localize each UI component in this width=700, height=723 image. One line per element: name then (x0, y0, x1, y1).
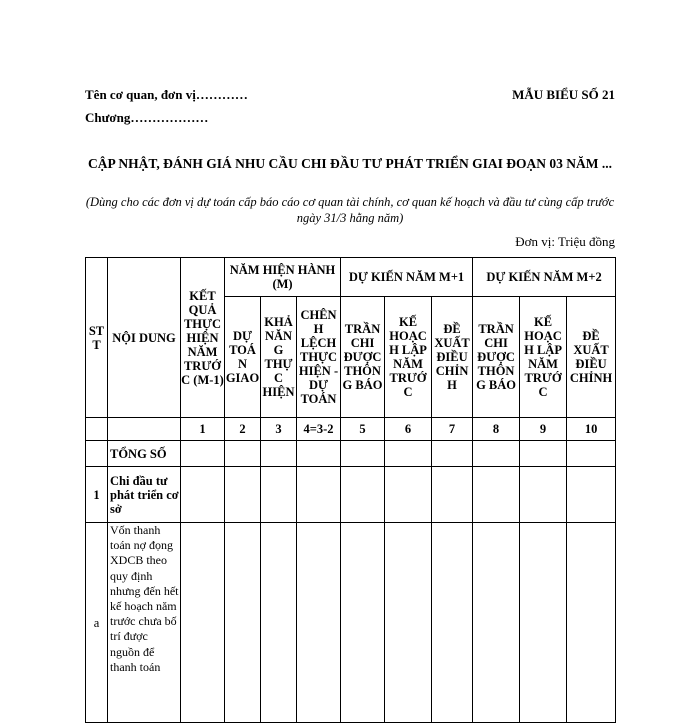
unit-label: Đơn vị: Triệu đồng (515, 234, 615, 249)
th-ke-hoach-2: KẾ HOẠCH LẬP NĂM TRƯỚC (520, 297, 567, 418)
table-row (86, 467, 616, 523)
header-row-1 (86, 258, 616, 297)
th-de-xuat-1: ĐỀ XUẤT ĐIỀU CHỈNH (432, 297, 473, 418)
row-stt: a (86, 523, 108, 723)
document-subtitle: (Dùng cho các đơn vị dự toán cấp báo cáo cơ quan tài chính, cơ quan kế hoạch và đầu tư cùng cấp trước ngày 31/3 hằng năm) (85, 195, 615, 225)
th-stt: STT (86, 258, 108, 418)
th-chenh-lech: CHÊNH LỆCH THỰC HIỆN - DỰ TOÁN (297, 297, 341, 418)
col-num: 7 (432, 418, 473, 441)
th-nam-hien-hanh: NĂM HIỆN HÀNH (M) (225, 258, 341, 297)
table-row (86, 441, 616, 467)
col-num: 8 (473, 418, 520, 441)
col-num: 4=3-2 (297, 418, 341, 441)
org-label: Tên cơ quan, đơn vị………… (85, 87, 248, 102)
row-content: TỔNG SỐ (108, 441, 181, 467)
form-number: MẪU BIỂU SỐ 21 (512, 87, 615, 102)
th-kha-nang: KHẢ NĂNG THỰC HIỆN (261, 297, 297, 418)
column-number-row (86, 418, 616, 441)
row-stt: 1 (86, 467, 108, 523)
col-num: 5 (341, 418, 385, 441)
th-ket-qua: KẾT QUẢ THỰC HIỆN NĂM TRƯỚC (M-1) (181, 258, 225, 418)
th-tran-chi-2: TRẦN CHI ĐƯỢC THÔNG BÁO (473, 297, 520, 418)
col-num: 6 (385, 418, 432, 441)
row-content: Vốn thanh toán nợ đọng XDCB theo quy định nhưng đến hết kế hoạch năm trước chưa bố trí được nguồn để thanh toán (108, 523, 181, 723)
document-title: CẬP NHẬT, ĐÁNH GIÁ NHU CẦU CHI ĐẦU TƯ PHÁT TRIỂN GIAI ĐOẠN 03 NĂM ... (88, 156, 612, 171)
th-ke-hoach-1: KẾ HOẠCH LẬP NĂM TRƯỚC (385, 297, 432, 418)
col-num: 10 (567, 418, 616, 441)
chuong-label: Chương……………… (85, 110, 209, 125)
row-content: Chi đầu tư phát triển cơ sở (108, 467, 181, 523)
th-du-kien-m2: DỰ KIẾN NĂM M+2 (473, 258, 616, 297)
col-num-noi-dung (108, 418, 181, 441)
th-noi-dung: NỘI DUNG (108, 258, 181, 418)
budget-table (85, 257, 616, 723)
row-stt (86, 441, 108, 467)
th-tran-chi-1: TRẦN CHI ĐƯỢC THÔNG BÁO (341, 297, 385, 418)
col-num: 2 (225, 418, 261, 441)
th-du-kien-m1: DỰ KIẾN NĂM M+1 (341, 258, 473, 297)
th-de-xuat-2: ĐỀ XUẤT ĐIỀU CHỈNH (567, 297, 616, 418)
col-num: 1 (181, 418, 225, 441)
col-num-stt (86, 418, 108, 441)
col-num: 3 (261, 418, 297, 441)
th-du-toan-giao: DỰ TOÁN GIAO (225, 297, 261, 418)
col-num: 9 (520, 418, 567, 441)
table-row (86, 523, 616, 723)
